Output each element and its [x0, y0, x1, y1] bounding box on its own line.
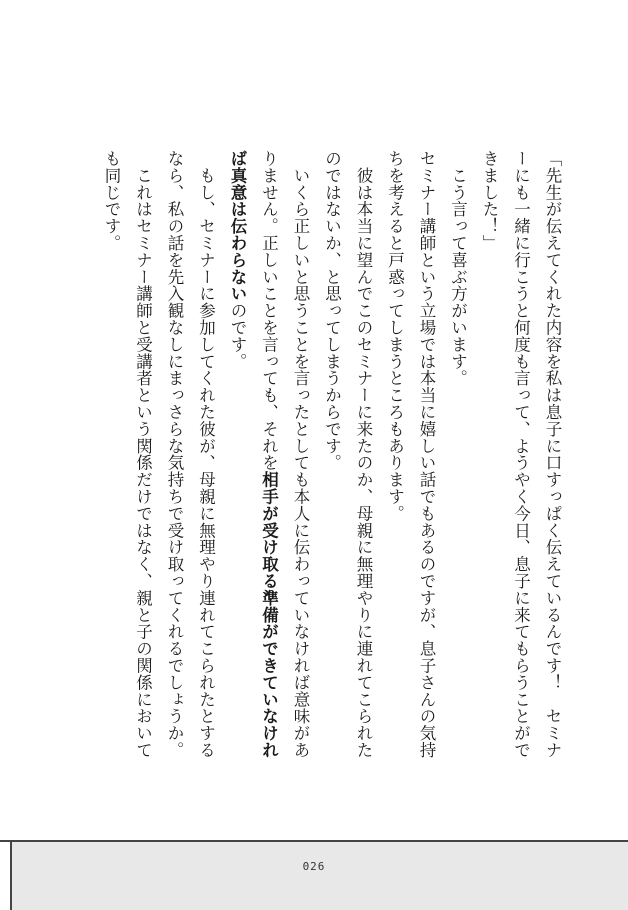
- vertical-body-text: [96, 150, 569, 765]
- page-footer: [0, 840, 628, 910]
- paragraph: [96, 150, 159, 765]
- paragraph-text: のです。: [228, 302, 247, 370]
- paragraph-text: こう言って喜ぶ方がいます。: [448, 166, 468, 387]
- page-number: 026: [302, 860, 326, 873]
- paragraph: [222, 150, 317, 765]
- paragraph: [316, 150, 379, 765]
- paragraph-text: もし、セミナーに参加してくれた彼が、母親に無理やり連れてこられたとするなら、私の話を先入観なしにまっさらな気持ちで受け取ってくれるでしょうか。: [165, 150, 216, 759]
- paragraph: [379, 150, 442, 765]
- paragraph-text: セミナー講師という立場では本当に嬉しい話でもあるのですが、息子さんの気持ちを考えると戸惑ってしまうところもあります。: [385, 150, 436, 759]
- paragraph: [159, 150, 222, 765]
- paragraph: [474, 150, 569, 765]
- paragraph-text: これはセミナー講師と受講者という関係だけではなく、親と子の関係においても同じです。: [102, 150, 153, 759]
- emphasis-text: 相手が受け取る準備ができていなければ真意は伝わらない: [228, 150, 279, 759]
- paragraph: [442, 150, 474, 765]
- paragraph-text: 「先生が伝えてくれた内容を私は息子に口すっぱく伝えているんです！ セミナーにも一緒に行こうと何度も言って、ようやく今日、息子に来てもらうことができました！」: [480, 150, 562, 759]
- paragraph-text: 彼は本当に望んでこのセミナーに来たのか、母親に無理やりに連れてこられたのではないか、と思ってしまうからです。: [322, 150, 373, 759]
- footer-left-strip: [0, 842, 12, 910]
- paragraph-text: いくら正しいと思うことを言ったとしても本人に伝わっていなければ意味がありません。正しいことを言っても、それを: [259, 150, 310, 759]
